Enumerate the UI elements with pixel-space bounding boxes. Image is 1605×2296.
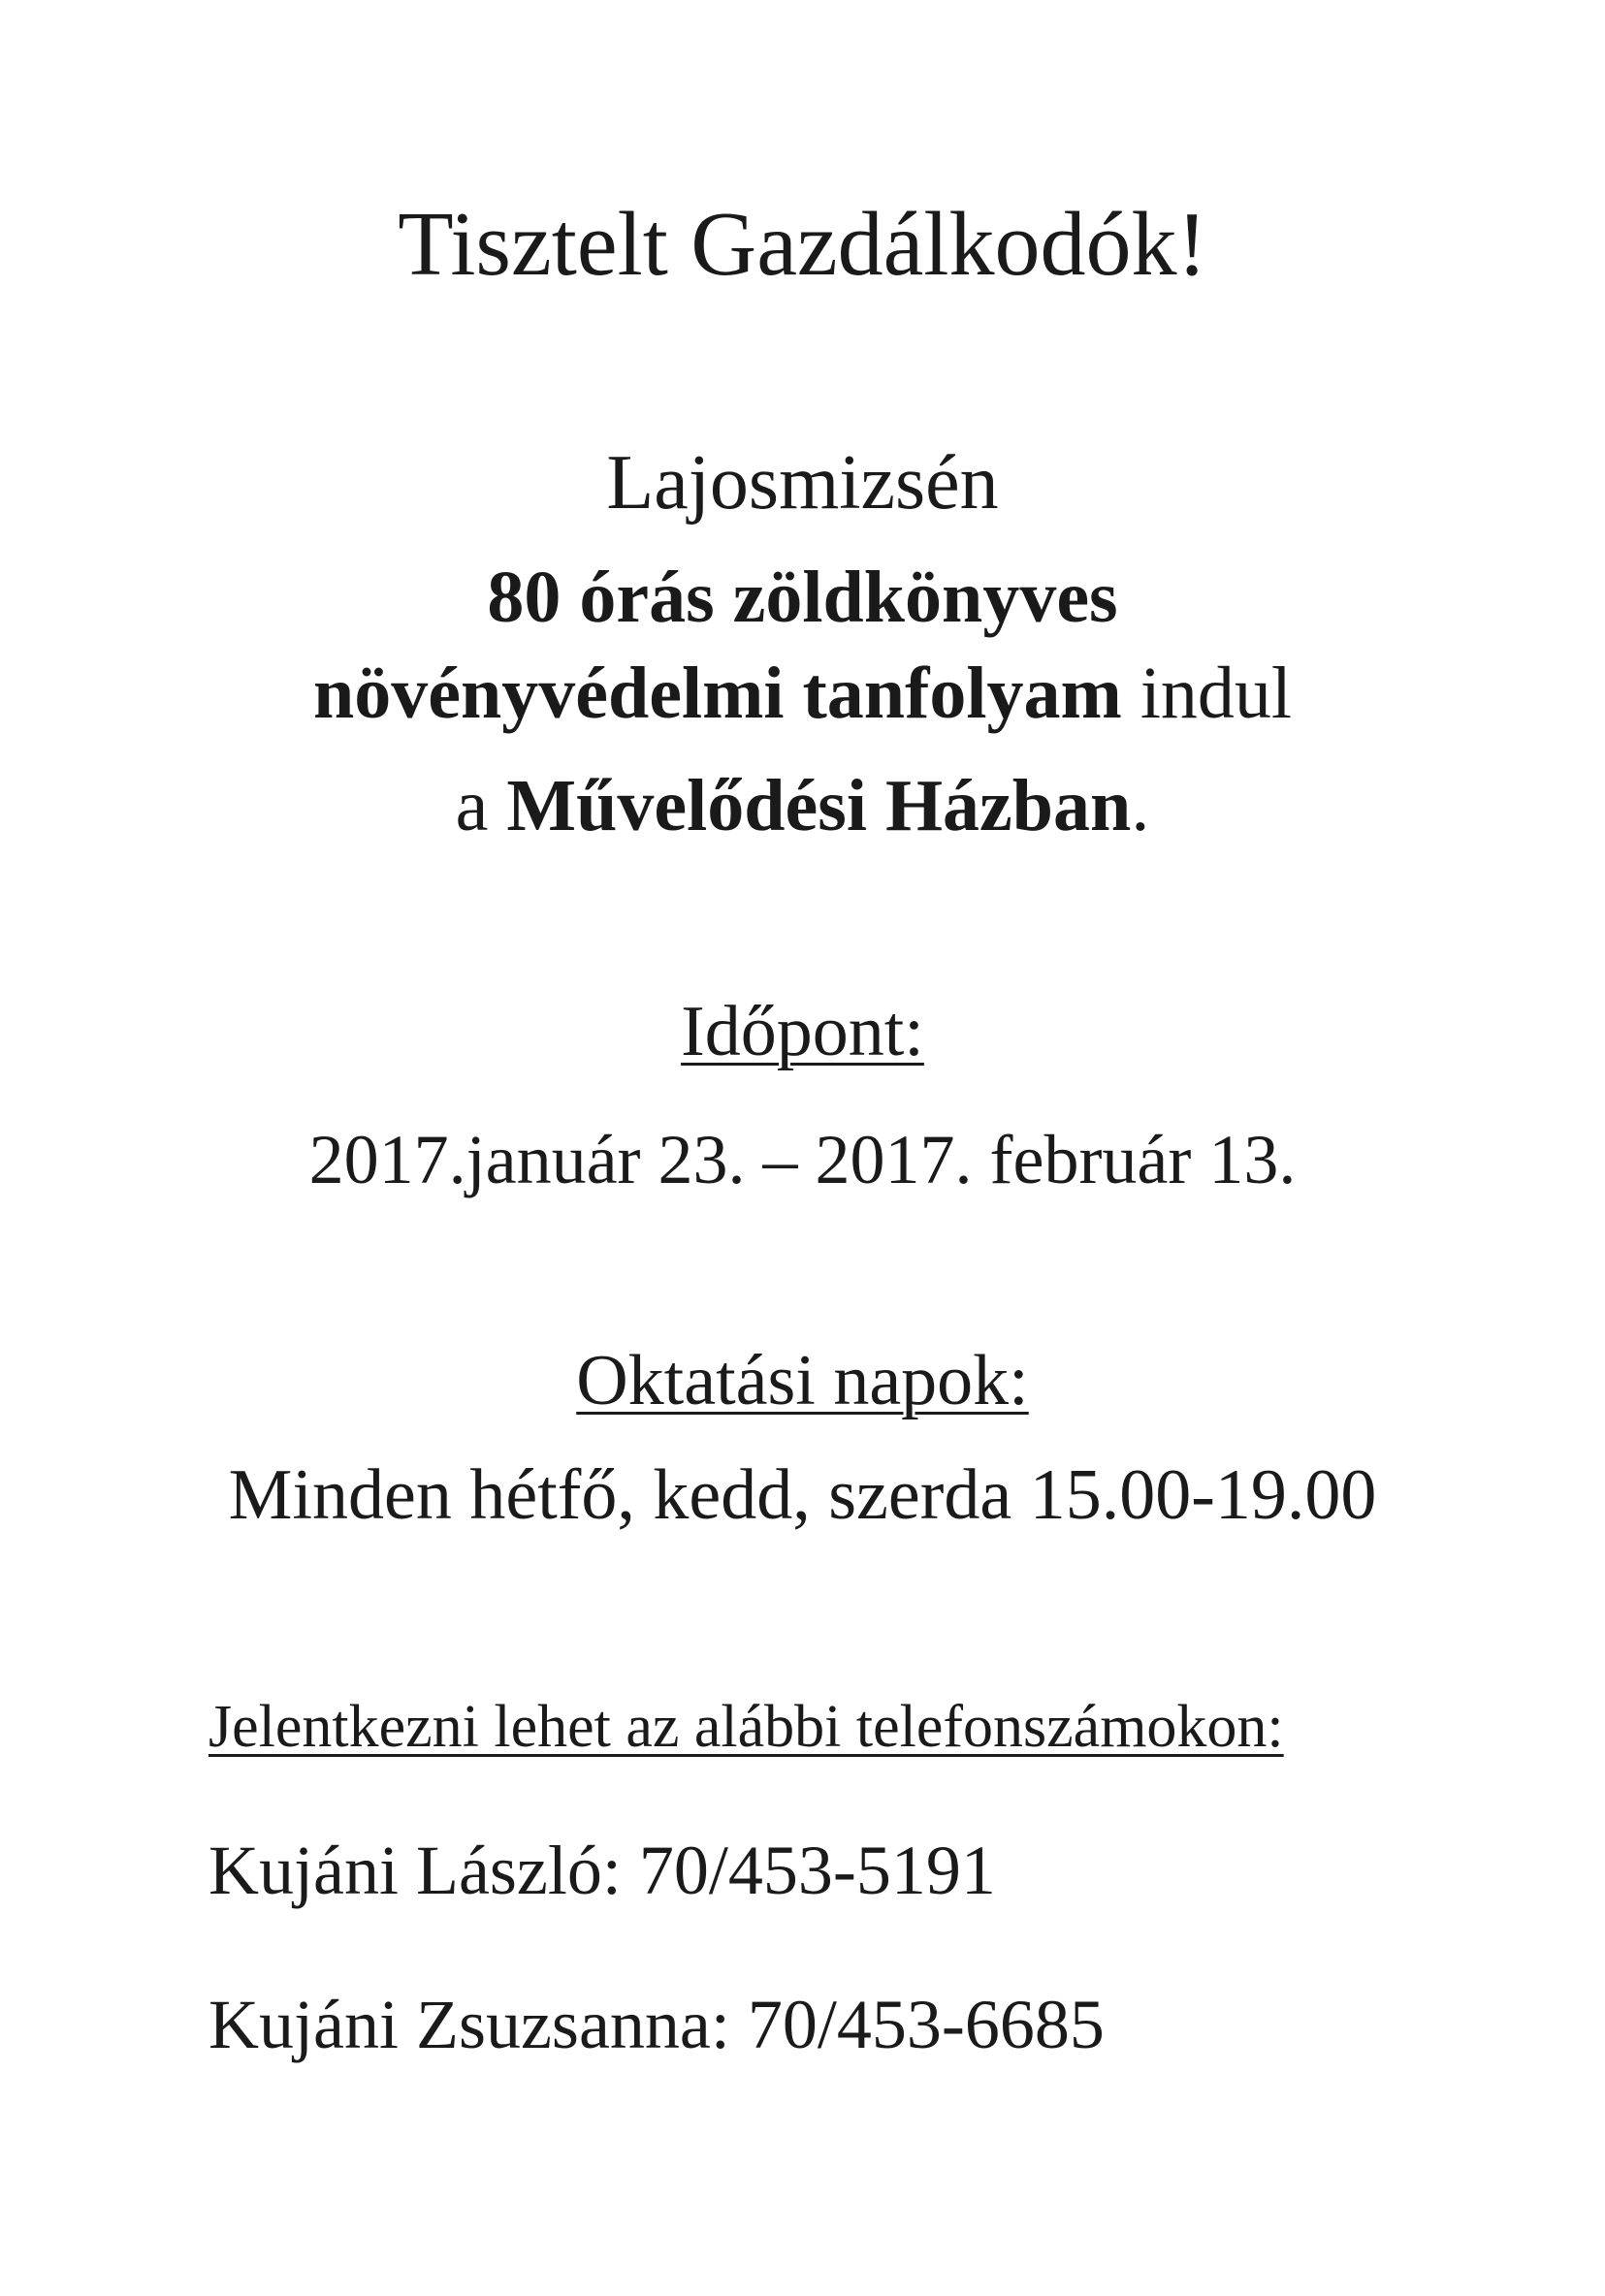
venue-line [0,765,1605,846]
registration-label: Jelentkezni lehet az alábbi telefonszámokon: [209,1694,1284,1760]
course-title-rest: indul [1121,653,1293,734]
course-title-line-2 [0,653,1605,734]
contact-line: Kujáni Zsuzsanna: 70/453-6685 [209,1986,1105,2063]
venue-name: Művelődési Házban [506,765,1132,846]
course-title-bold: növényvédelmi tanfolyam [312,653,1122,734]
schedule-value: Minden hétfő, kedd, szerda 15.00-19.00 [228,1455,1377,1535]
date-value: 2017.január 23. – 2017. február 13. [308,1121,1297,1198]
venue-suffix: . [1131,765,1150,846]
venue-prefix: a [455,765,507,846]
course-title-line-1: 80 órás zöldkönyves [487,557,1118,638]
location-line: Lajosmizsén [606,440,999,526]
date-label: Időpont: [681,992,924,1071]
greeting-heading: Tisztelt Gazdálkodók! [398,194,1207,295]
schedule-label: Oktatási napok: [576,1341,1029,1420]
contact-line: Kujáni László: 70/453-5191 [209,1832,996,1909]
